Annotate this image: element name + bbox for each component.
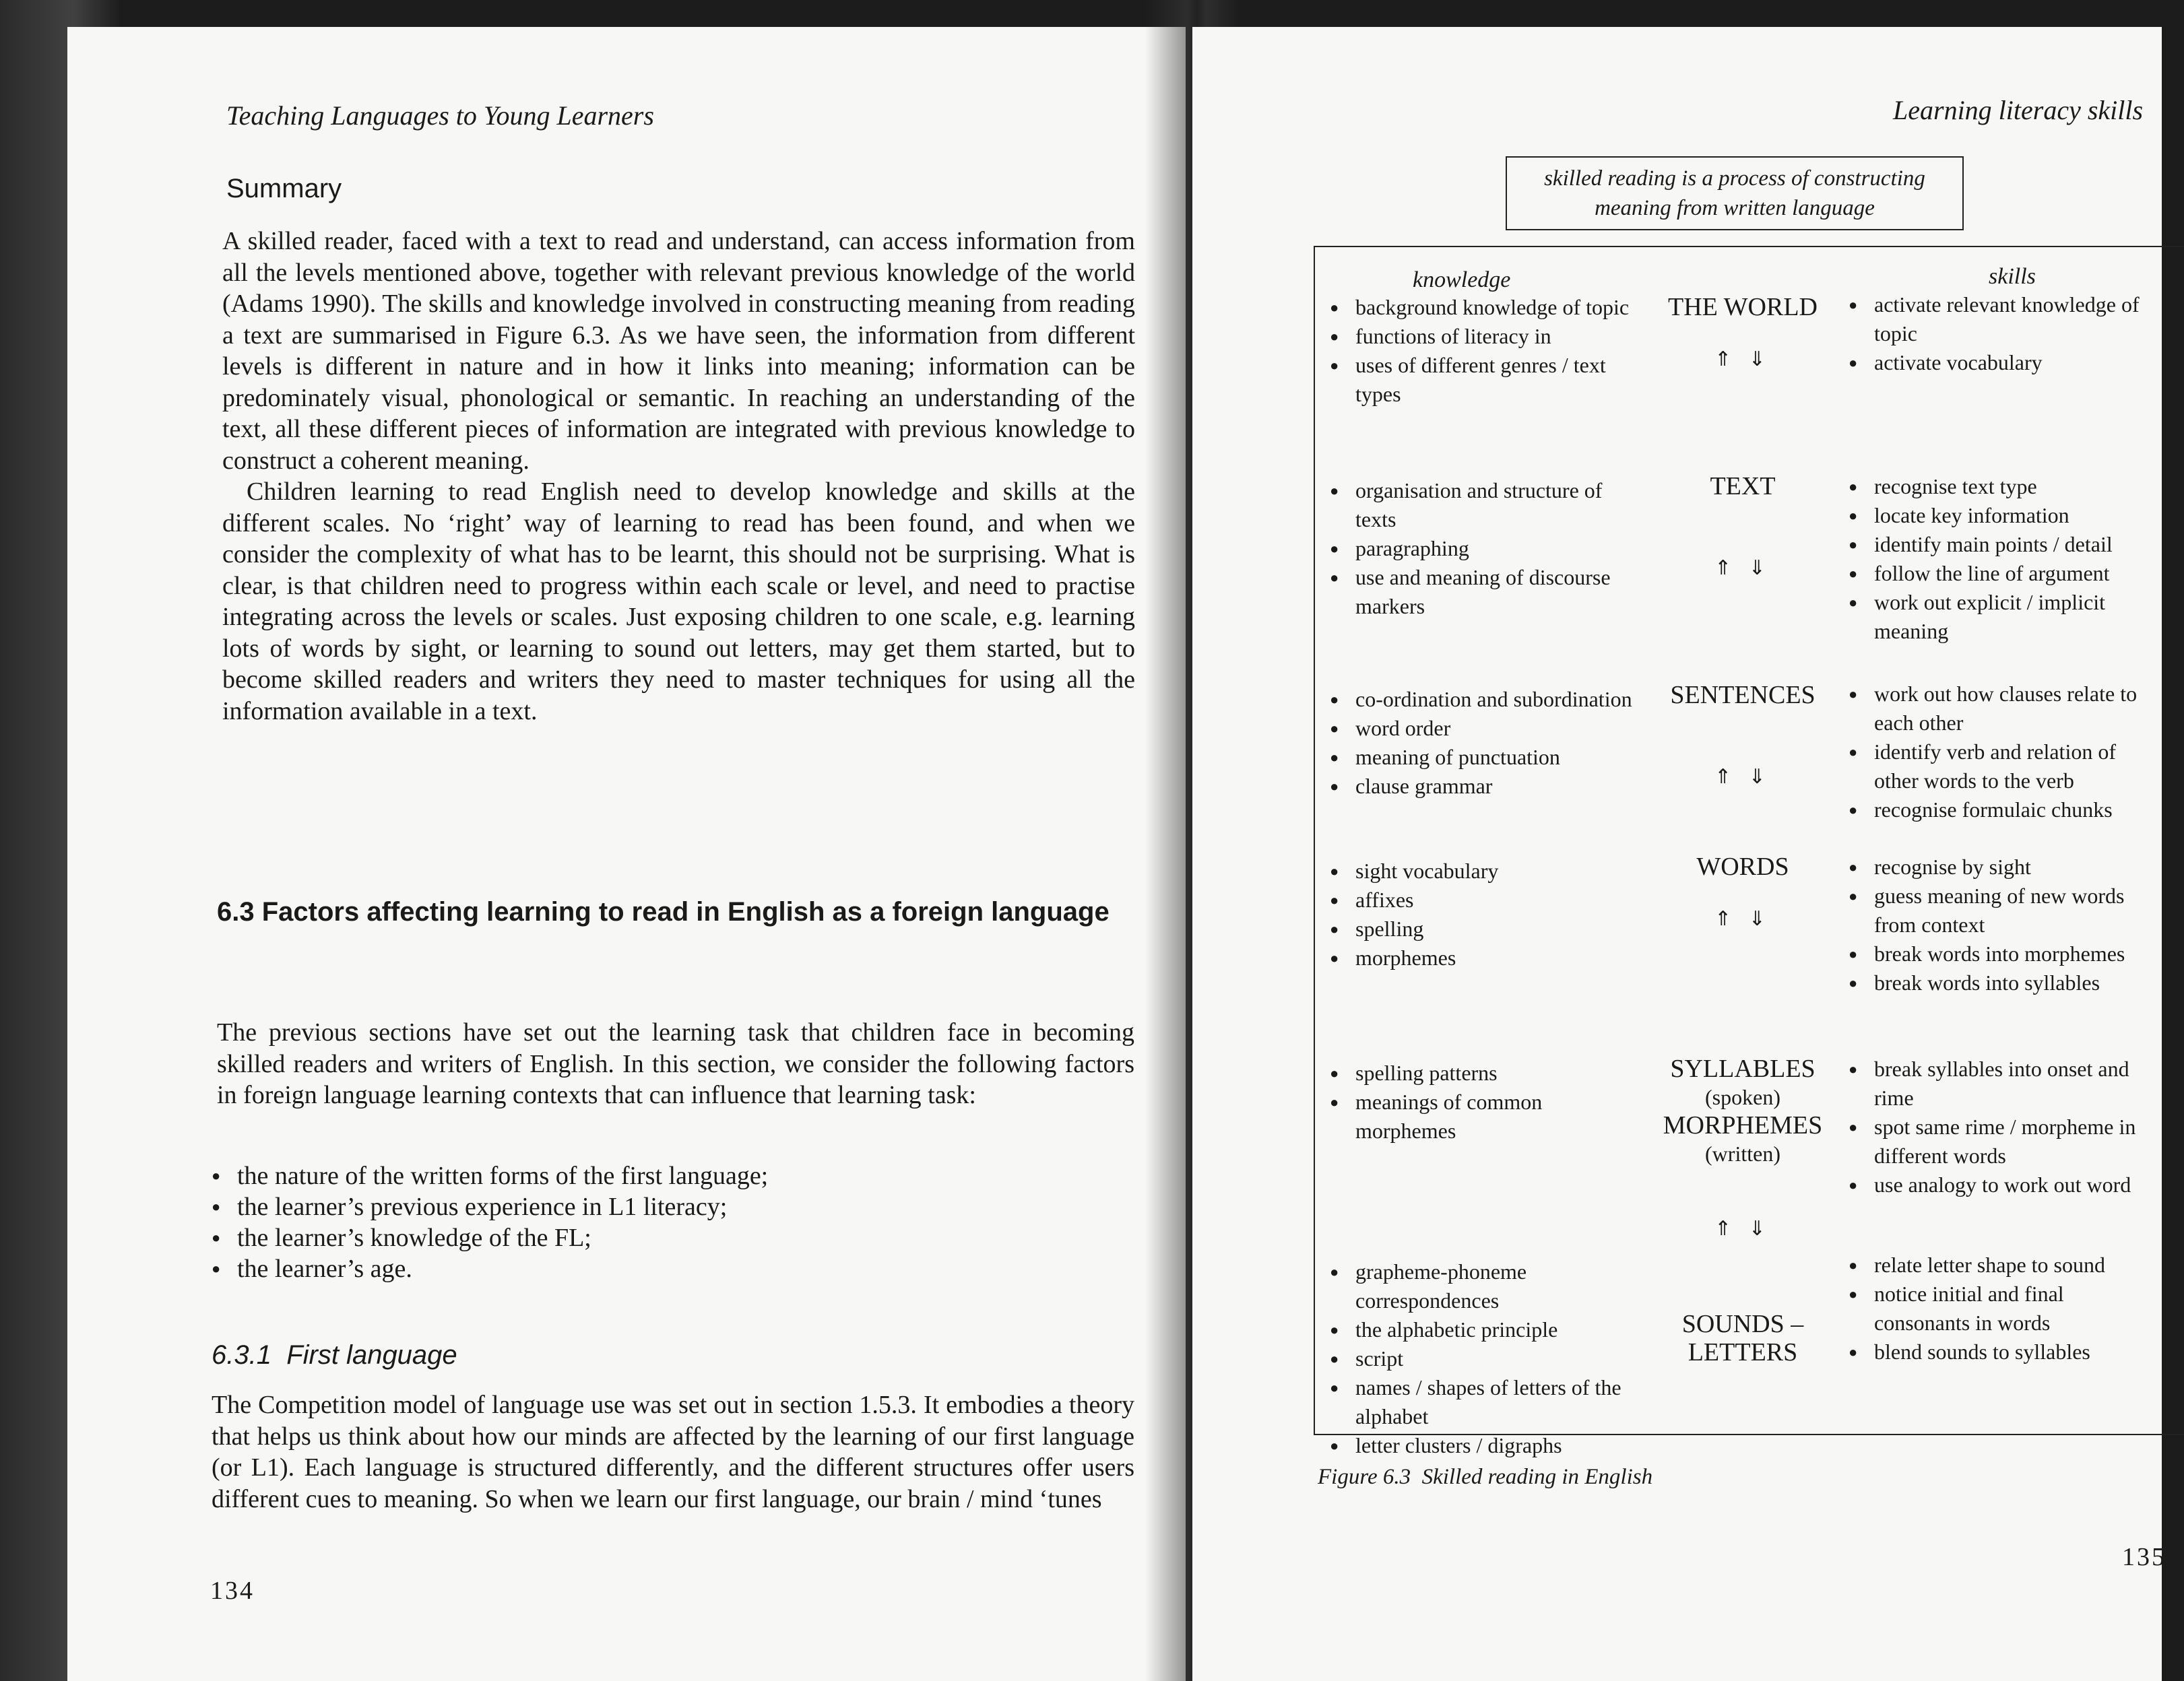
knowledge-list-sentences: [1328, 685, 1638, 801]
level-label-sounds: [1638, 1310, 1847, 1366]
running-head-left: Teaching Languages to Young Learners: [226, 100, 654, 131]
list-item: ● meaning of punctuation: [1328, 743, 1638, 772]
summary-heading: Summary: [226, 174, 342, 203]
level-subtitle: (spoken): [1705, 1085, 1780, 1109]
list-item: ● meanings of common morphemes: [1328, 1088, 1638, 1146]
list-item: ● the alphabetic principle: [1328, 1315, 1638, 1344]
list-item: ● background knowledge of topic: [1328, 293, 1638, 322]
page-number-left: 134: [210, 1577, 255, 1605]
level-title: TEXT: [1710, 472, 1776, 500]
list-item: ● names / shapes of letters of the alphabet: [1328, 1373, 1638, 1431]
level-title-2: MORPHEMES: [1663, 1111, 1823, 1140]
section-intro: The previous sections have set out the learning task that children face in becoming skilled readers and writers of English. In this section, we consider the following factors in foreign language learning contexts that can influence that learning task:: [217, 1018, 1134, 1109]
left-page: [67, 27, 1186, 1681]
list-item: ● script: [1328, 1344, 1638, 1373]
list-item: ● guess meaning of new words from context: [1847, 882, 2164, 940]
list-item: ● follow the line of argument: [1847, 559, 2164, 588]
list-item: ● locate key information: [1847, 501, 2164, 530]
section-heading: 6.3 Factors affecting learning to read in English as a foreign language: [217, 897, 1110, 927]
list-item: ● work out explicit / implicit meaning: [1847, 588, 2164, 646]
skills-list-sentences: [1847, 680, 2164, 824]
list-item: ● recognise formulaic chunks: [1847, 795, 2164, 824]
list-item: ● paragraphing: [1328, 534, 1638, 563]
list-item: ● break syllables into onset and rime: [1847, 1055, 2164, 1113]
skills-list-text: [1847, 472, 2164, 646]
list-item: ● relate letter shape to sound: [1847, 1251, 2164, 1280]
list-item: ● spelling: [1328, 915, 1638, 944]
list-item: ● activate relevant knowledge of topic: [1847, 290, 2164, 348]
list-item: ● use analogy to work out word: [1847, 1171, 2164, 1199]
level-title: SOUNDS –: [1681, 1310, 1804, 1338]
list-item: ● recognise text type: [1847, 472, 2164, 501]
level-title-2: LETTERS: [1688, 1338, 1798, 1366]
subsection-heading: 6.3.1 First language: [212, 1340, 457, 1370]
list-item: ● affixes: [1328, 886, 1638, 915]
figure-top-box: skilled reading is a process of constructing meaning from written language: [1506, 156, 1964, 230]
list-item: ● work out how clauses relate to each other: [1847, 680, 2164, 737]
knowledge-list-sounds: [1328, 1257, 1638, 1460]
arrows-icon: ⇑ ⇓: [1714, 556, 1771, 580]
figure-6-3: [1314, 246, 2184, 1457]
list-item: ● identify verb and relation of other words to the verb: [1847, 737, 2164, 795]
level-label-sentences: [1638, 681, 1847, 791]
level-title: WORDS: [1696, 853, 1789, 881]
list-item: ● notice initial and final consonants in words: [1847, 1280, 2164, 1338]
list-item: ● spot same rime / morpheme in different words: [1847, 1113, 2164, 1171]
list-item: ● the nature of the written forms of the first language;: [210, 1160, 1086, 1191]
arrows-icon: ⇑ ⇓: [1714, 907, 1771, 931]
level-title: THE WORLD: [1668, 293, 1818, 321]
level-title: SYLLABLES: [1670, 1055, 1816, 1083]
list-item: ● the learner’s age.: [210, 1253, 1086, 1284]
level-label-words: [1638, 853, 1847, 933]
list-item: ● word order: [1328, 714, 1638, 743]
figure-caption: Figure 6.3 Skilled reading in English: [1318, 1465, 1653, 1489]
level-subtitle-2: (written): [1705, 1142, 1780, 1166]
list-item: ● co-ordination and subordination: [1328, 685, 1638, 714]
skills-list-sounds: [1847, 1251, 2164, 1366]
list-item: ● the learner’s previous experience in L1 literacy;: [210, 1191, 1086, 1222]
right-page: [1192, 27, 2166, 1681]
level-label-text: [1638, 472, 1847, 583]
skills-list-words: [1847, 853, 2164, 997]
list-item: ● break words into morphemes: [1847, 940, 2164, 968]
list-item: ● sight vocabulary: [1328, 857, 1638, 886]
knowledge-list-text: [1328, 476, 1638, 621]
list-item: ● clause grammar: [1328, 772, 1638, 801]
skills-list-world: [1847, 290, 2164, 377]
list-item: ● uses of different genres / text types: [1328, 351, 1638, 409]
arrows-icon: ⇑ ⇓: [1714, 1217, 1771, 1241]
level-title: SENTENCES: [1670, 681, 1816, 709]
skills-header: skills: [1989, 264, 2036, 289]
running-head-right: Learning literacy skills: [1893, 95, 2144, 125]
arrows-icon: ⇑ ⇓: [1714, 348, 1771, 371]
knowledge-list-world: [1328, 293, 1638, 409]
list-item: ● morphemes: [1328, 944, 1638, 973]
list-item: ● activate vocabulary: [1847, 348, 2164, 377]
list-item: ● functions of literacy in: [1328, 322, 1638, 351]
list-item: ● organisation and structure of texts: [1328, 476, 1638, 534]
list-item: ● break words into syllables: [1847, 968, 2164, 997]
list-item: ● recognise by sight: [1847, 853, 2164, 882]
level-label-syllables: [1638, 1055, 1847, 1243]
page-number-right: 135: [2122, 1543, 2166, 1571]
skills-list-syllables: [1847, 1055, 2164, 1199]
knowledge-list-syllables: [1328, 1059, 1638, 1146]
list-item: ● grapheme-phoneme correspondences: [1328, 1257, 1638, 1315]
summary-paragraph-1: A skilled reader, faced with a text to read and understand, can access information from all the levels mentioned above, together with relevant previous knowledge of the world (Adams 1990). The skills and knowledge involved in constructing meaning from reading a text are summarised in Figure 6.3. As we have seen, the information from different levels is different in nature and in how it links into meaning; information can be predominately visual, phonological or semantic. In reaching an understanding of the text, all these different pieces of information are integrated with previous knowledge to construct a coherent meaning.: [222, 227, 1135, 475]
knowledge-list-words: [1328, 857, 1638, 973]
list-item: ● identify main points / detail: [1847, 530, 2164, 559]
list-item: ● blend sounds to syllables: [1847, 1338, 2164, 1366]
list-item: ● letter clusters / digraphs: [1328, 1431, 1638, 1460]
list-item: ● spelling patterns: [1328, 1059, 1638, 1088]
factors-list: [210, 1160, 1086, 1284]
arrows-icon: ⇑ ⇓: [1714, 765, 1771, 789]
summary-paragraph-2: Children learning to read English need to develop knowledge and skills at the different scales. No ‘right’ way of learning to read has been found, and when we consider the complexity of what has to be learnt, this should not be surprising. What is clear, is that children need to progress within each scale or level, and need to practise integrating across the levels or scales. Just exposing children to one scale, e.g. learning lots of words by sight, or learning to sound out letters, may get them started, but to become skilled readers and writers they need to master techniques for using all the information available in a text.: [222, 477, 1135, 725]
knowledge-header: knowledge: [1413, 267, 1511, 292]
list-item: ● the learner’s knowledge of the FL;: [210, 1222, 1086, 1253]
list-item: ● use and meaning of discourse markers: [1328, 563, 1638, 621]
subsection-text: The Competition model of language use was set out in section 1.5.3. It embodies a theory that helps us think about how our minds are affected by the learning of our first language (or L1). Each language is structured differently, and the different structures offer users different cues to meaning. So when we learn our first language, our brain / mind ‘tunes: [212, 1391, 1134, 1513]
summary-body: [222, 226, 1135, 727]
level-label-world: [1638, 293, 1847, 374]
